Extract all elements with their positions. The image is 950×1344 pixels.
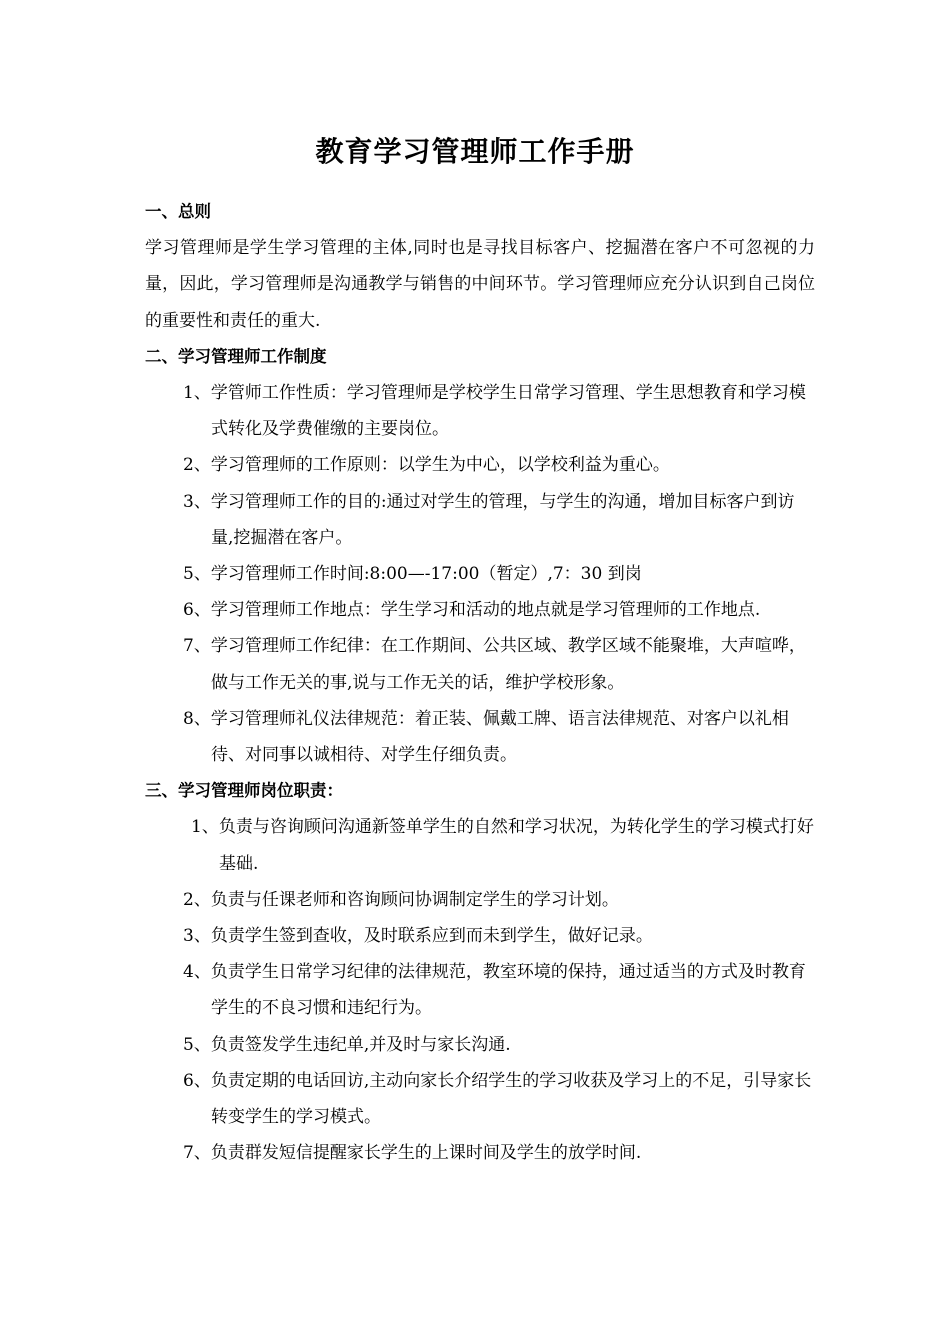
- list-item: 3、负责学生签到查收，及时联系应到而未到学生，做好记录。: [183, 926, 653, 947]
- list-item: 1、学管师工作性质：学习管理师是学校学生日常学习管理、学生思想教育和学习模式转化及学费催缴的主要岗位。: [183, 383, 806, 440]
- list-item: 4、负责学生日常学习纪律的法律规范，教室环境的保持，通过适当的方式及时教育学生的不良习惯和违纪行为。: [183, 962, 806, 1019]
- section-heading-responsibilities: 三、学习管理师岗位职责：: [145, 781, 343, 801]
- list-item: 2、负责与任课老师和咨询顾问协调制定学生的学习计划。: [183, 889, 619, 910]
- list-item: 7、学习管理师工作纪律：在工作期间、公共区域、教学区域不能聚堆，大声喧哗，做与工作无关的事,说与工作无关的话，维护学校形象。: [183, 636, 806, 693]
- list-item: 5、负责签发学生违纪单,并及时与家长沟通.: [183, 1034, 511, 1055]
- section-paragraph-general: 学习管理师是学生学习管理的主体,同时也是寻找目标客户、挖掘潜在客户不可忽视的力量，因此，学习管理师是沟通教学与销售的中间环节。学习管理师应充分认识到自己岗位的重要性和责任的重大.: [145, 238, 815, 331]
- list-item: 7、负责群发短信提醒家长学生的上课时间及学生的放学时间.: [183, 1143, 642, 1164]
- list-item: 5、学习管理师工作时间:8:00—-17:00（暂定）,7：30 到岗: [183, 564, 642, 585]
- section-heading-general: 一、总则: [145, 202, 211, 221]
- list-item: 3、学习管理师工作的目的:通过对学生的管理，与学生的沟通，增加目标客户到访量,挖掘潜在客户。: [183, 491, 795, 548]
- section-heading-work-system: 二、学习管理师工作制度: [145, 346, 327, 366]
- list-item: 1、负责与咨询顾问沟通新签单学生的自然和学习状况，为转化学生的学习模式打好基础.: [191, 817, 814, 874]
- list-item: 6、负责定期的电话回访,主动向家长介绍学生的学习收获及学习上的不足，引导家长转变学生的学习模式。: [183, 1070, 812, 1128]
- list-item: 2、学习管理师的工作原则：以学生为中心，以学校利益为重心。: [183, 455, 670, 476]
- list-item: 6、学习管理师工作地点：学生学习和活动的地点就是学习管理师的工作地点.: [183, 600, 761, 621]
- document-title: 教育学习管理师工作手册: [315, 135, 635, 168]
- list-item: 8、学习管理师礼仪法律规范：着正装、佩戴工牌、语言法律规范、对客户以礼相待、对同事以诚相待、对学生仔细负责。: [183, 708, 789, 766]
- document-body: [145, 194, 815, 1171]
